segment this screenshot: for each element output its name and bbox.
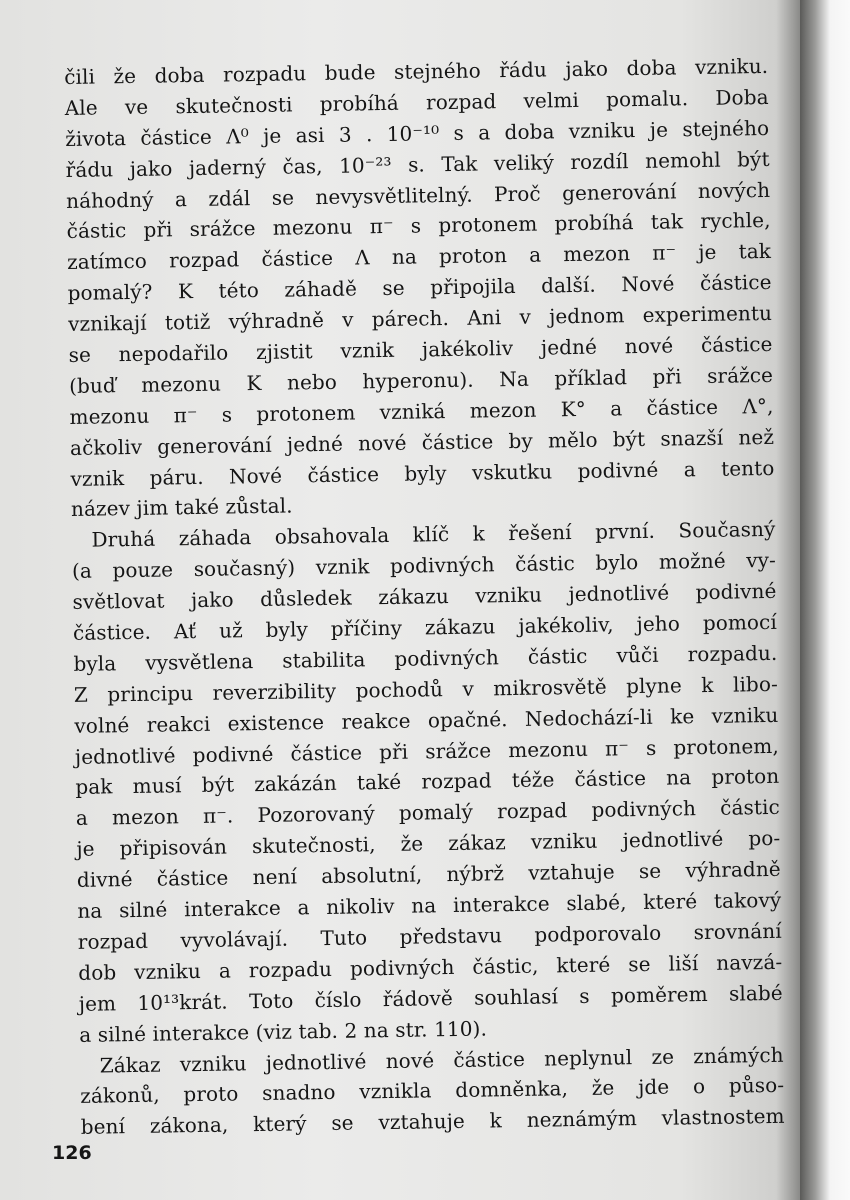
text-line: zákonů, proto snadno vznikla domněnka, že jde o půso- (80, 1073, 785, 1109)
text-line: vznik páru. Nové částice byly vskutku podivné a tento (70, 455, 775, 491)
page-number: 126 (52, 1142, 92, 1164)
text-line: a silné interakce (viz tab. 2 na str. 110). (79, 1016, 488, 1047)
text-line: náhodný a zdál se nevysvětlitelný. Proč generování nových (65, 177, 771, 213)
text-line: divné částice není absolutní, nýbrž vztahuje se výhradně (76, 856, 781, 893)
text-line: a mezon π⁻. Pozorovaný pomalý rozpad podivných částic (75, 795, 780, 831)
text-line: ačkoliv generování jedné nové částice by mělo být snazší než (69, 424, 775, 460)
text-line: rozpad vyvolávají. Tuto představu podporovalo srovnání (77, 918, 782, 954)
text-line: jednotlivé podivné částice při srážce mezonu π⁻ s protonem, (74, 733, 780, 769)
text-line: na silné interakce a nikoliv na interakce slabé, které takový (77, 887, 782, 923)
text-line: pak musí být zakázán také rozpad téže částice na proton (75, 764, 780, 800)
text-line: pomalý? K této záhadě se připojila další. Nové částice (67, 270, 772, 306)
text-line: Ale ve skutečnosti probíhá rozpad velmi pomalu. Doba (64, 84, 769, 120)
text-line: byla vysvětlena stabilita podivných částic vůči rozpadu. (73, 640, 778, 676)
text-line: dob vzniku a rozpadu podivných částic, které se liší navzá- (78, 949, 783, 985)
text-line: jem 10¹³krát. Toto číslo řádově souhlasí s poměrem slabé (78, 980, 783, 1016)
text-line: (buď mezonu K nebo hyperonu). Na příklad při srážce (68, 362, 774, 398)
text-line: světlovat jako důsledek zákazu vzniku jednotlivé podivné (72, 579, 777, 615)
text-line: řádu jako jaderný čas, 10⁻²³ s. Tak veliký rozdíl nemohl být (65, 146, 770, 182)
text-line: zatímco rozpad částice Λ na proton a mezon π⁻ je tak (66, 239, 772, 275)
text-line: mezonu π⁻ s protonem vzniká mezon K° a částice Λ°, (69, 393, 774, 429)
text-line: se nepodařilo zjistit vznik jakékoliv jedné nové částice (68, 331, 773, 367)
text-line: částic při srážce mezonu π⁻ s protonem probíhá tak rychle, (66, 208, 771, 244)
text-line: Zákaz vzniku jednotlivé nové částice neplynul ze známých (99, 1042, 784, 1078)
text-line: bení zákona, který se vztahuje k neznámým vlastnostem (80, 1104, 785, 1140)
text-line: částice. Ať už byly příčiny zákazu jakékoliv, jeho pomocí (72, 609, 778, 645)
body-text (64, 51, 785, 1143)
text-line: života částice Λ⁰ je asi 3 . 10⁻¹⁰ s a doba vzniku je stejného (65, 115, 770, 151)
text-line: název jim také zůstal. (70, 493, 293, 522)
text-line: Z principu reverzibility pochodů v mikrosvětě plyne k libo- (73, 671, 779, 707)
text-line: Druhá záhada obsahovala klíč k řešení první. Současný (91, 517, 776, 552)
text-line: vznikají totiž výhradně v párech. Ani v jednom experimentu (67, 301, 773, 337)
text-line: (a pouze současný) vznik podivných částic bylo možné vy- (71, 548, 777, 584)
page-edge-shadow (800, 0, 850, 1200)
text-line: je připisován skutečnosti, že zákaz vzniku jednotlivé po- (76, 826, 781, 862)
text-line: čili že doba rozpadu bude stejného řádu jako doba vzniku. (64, 53, 769, 89)
text-line: volné reakci existence reakce opačné. Nedochází-li ke vzniku (74, 702, 779, 738)
